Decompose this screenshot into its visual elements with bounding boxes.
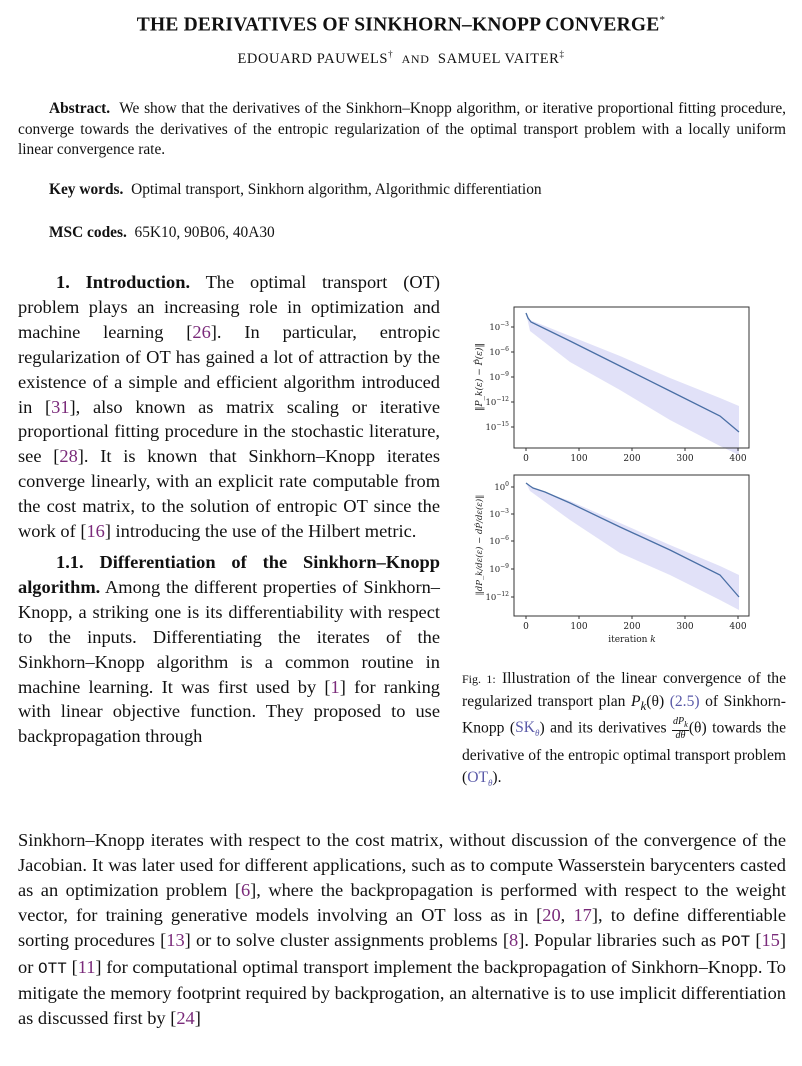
subsection-heading: 1.1. Differentiation of the Sinkhorn–Knopp algorithm.: [18, 551, 440, 597]
equation-reference[interactable]: $OT_\theta$: [467, 768, 493, 788]
library-name: OTT: [38, 959, 67, 978]
bottom-derivative-plot: [473, 475, 749, 645]
body-paragraph-continued: Sinkhorn–Knopp iterates with respect to the cost matrix, without discussion of the convergence of the Jacobian. It was later used for different applications, such as to compute Wasserstein barycenters casted as an optimization problem [6], where the backpropagation is performed with respect to the weight vector, for training generative models involving an OT loss as in [20, 17], to define differentiable sorting procedures [13] or to solve cluster assignments problems [8]. Popular libraries such as POT [15] or OTT [11] for computational optimal transport implement the backpropagation of Sinkhorn–Knopp. To mitigate the memory footprint required by backprogation, an alternative is to use implicit differentiation as discussed first by [24]: [18, 830, 786, 1029]
citation-link[interactable]: 20: [542, 904, 561, 925]
citation-link[interactable]: 8: [509, 929, 519, 950]
citation-link[interactable]: 13: [166, 929, 185, 950]
paper-title: THE DERIVATIVES OF SINKHORN–KNOPP CONVERGE*: [136, 14, 666, 36]
abstract: Abstract. We show that the derivatives of the Sinkhorn–Knopp algorithm, or iterative proportional fitting procedure, converge towards the derivatives of the entropic regularization of the optimal transport problem with a locally uniform linear convergence rate.: [18, 100, 786, 158]
svg-text:200: 200: [623, 622, 641, 632]
svg-text:10−12: $10^{-12}$: [485, 591, 509, 603]
svg-text:300: 300: [676, 454, 694, 464]
author-2: SAMUEL VAITER: [437, 50, 560, 67]
svg-text:400: 400: [729, 454, 747, 464]
citation-link[interactable]: 17: [573, 904, 592, 925]
keywords: Key words. Optimal transport, Sinkhorn algorithm, Algorithmic differentiation: [49, 181, 542, 198]
author-1: EDOUARD PAUWELS: [237, 50, 389, 67]
svg-text:100: $10^0$: [494, 481, 509, 493]
svg-text:10−9: $10^{-9}$: [489, 371, 509, 383]
svg-text:400: 400: [729, 622, 747, 632]
citation-link[interactable]: 15: [761, 929, 780, 950]
confidence-band: [526, 483, 739, 610]
top-convergence-plot: [473, 307, 749, 464]
citation-link[interactable]: 28: [59, 446, 78, 467]
subsection-paragraph: 1.1. Differentiation of the Sinkhorn–Knopp algorithm. Among the different properties of Sinkhorn–Knopp, a striking one is its differentiability with respect to the inputs. Differentiating the iterates of the Sinkhorn–Knopp algorithm is a common routine in machine learning. It was first used by [1] for ranking with linear objective function. They proposed to use backpropagation through: [18, 551, 440, 747]
svg-text:10−12: $10^{-12}$: [485, 396, 509, 408]
figure-label: Fig. 1:: [462, 672, 496, 686]
citation-link[interactable]: 26: [192, 321, 211, 342]
svg-text:10−6: $10^{-6}$: [489, 346, 509, 358]
derivative-fraction: $\frac{dP_k}{d\theta}$: [673, 715, 688, 741]
msc-codes: MSC codes. 65K10, 90B06, 40A30: [49, 224, 275, 241]
citation-link[interactable]: 16: [86, 521, 105, 542]
library-name: POT: [721, 932, 751, 951]
figure-caption: Fig. 1: Illustration of the linear convergence of the regularized transport plan $P_k(\theta)$ (2.5) of Sinkhorn-Knopp $(SK_\theta)$ and its derivatives $\frac{dP_k}{d\theta}$ (θ) towards the derivative of the entropic optimal transport problem $(OT_\theta)$.: [462, 670, 786, 788]
title-footnote-mark: *: [659, 14, 666, 26]
citation-link[interactable]: 1: [330, 676, 340, 697]
svg-text:10−3: $10^{-3}$: [489, 321, 509, 333]
citation-link[interactable]: 31: [51, 396, 70, 417]
equation-reference[interactable]: (2.5): [669, 692, 700, 710]
citation-link[interactable]: 6: [240, 879, 251, 900]
confidence-band: [526, 313, 739, 455]
authors: EDOUARD PAUWELS† AND SAMUEL VAITER‡: [237, 49, 565, 67]
svg-text:300: 300: [676, 622, 694, 632]
svg-text:0: 0: [523, 454, 529, 464]
svg-text:100: 100: [570, 454, 588, 464]
section-heading: 1. Introduction.: [56, 272, 191, 292]
intro-paragraph: 1. Introduction. The optimal transport (OT) problem plays an increasing role in optimization and machine learning [26]. In particular, entropic regularization of OT has gained a lot of attraction by the existence of a simple and efficient algorithm introduced in [31], also known as matrix scaling or iterative proportional fitting procedure in the stochastic literature, see [28]. It is known that Sinkhorn–Knopp iterates converge linearly, with an explicit rate computable from the cost matrix, to the solution of entropic OT since the work of [16] introducing the use of the Hilbert metric.: [18, 272, 440, 542]
equation-reference[interactable]: $SK_\theta$: [515, 719, 540, 739]
svg-text:10−6: $10^{-6}$: [489, 535, 509, 547]
citation-link[interactable]: 24: [176, 1008, 195, 1029]
svg-text:0: 0: [523, 622, 529, 632]
svg-text:10−9: $10^{-9}$: [489, 563, 509, 575]
y-axis-label: ‖dP_k/dε(ε) − dP̂/dε(ε)‖: [475, 494, 485, 596]
svg-text:100: 100: [570, 622, 588, 632]
svg-text:10−3: $10^{-3}$: [489, 508, 509, 520]
svg-text:10−15: $10^{-15}$: [485, 421, 509, 433]
x-axis-label: iteration k: [608, 635, 656, 645]
svg-text:200: 200: [623, 454, 641, 464]
citation-link[interactable]: 11: [77, 956, 96, 977]
y-axis-label: ‖P_k(ε) − P̂(ε)‖: [475, 342, 485, 412]
